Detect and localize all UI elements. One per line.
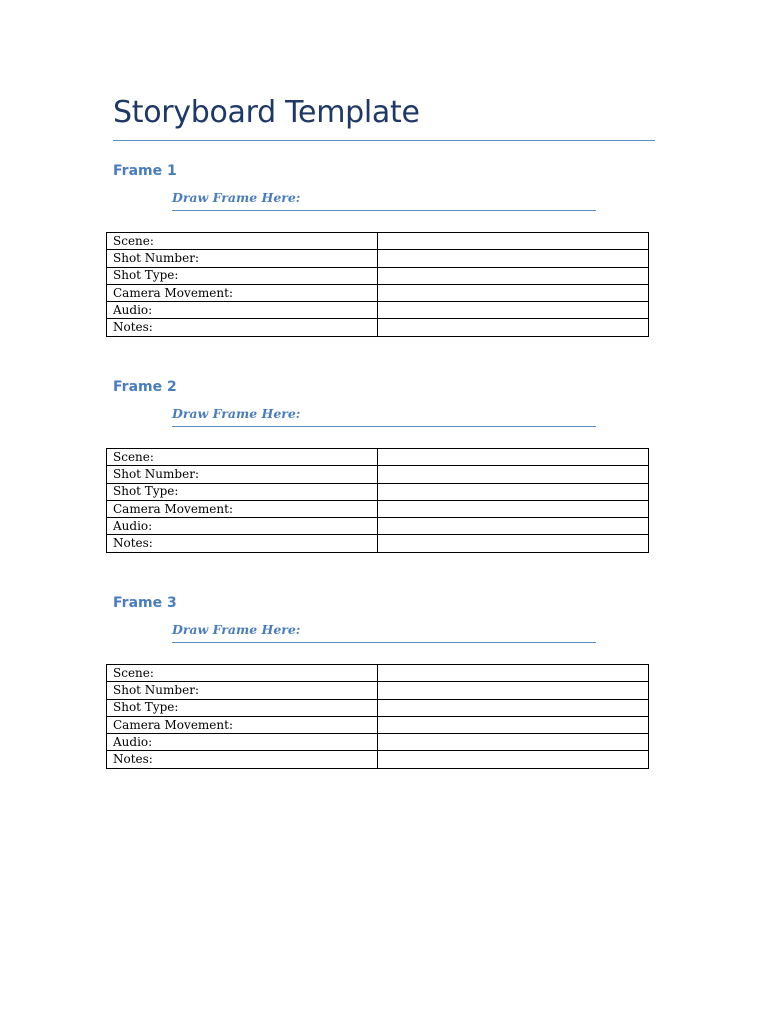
row-label-shot-type: Shot Type:: [107, 267, 378, 284]
row-label-scene: Scene:: [107, 449, 378, 466]
row-label-shot-type: Shot Type:: [107, 483, 378, 500]
shot-details-table: [106, 664, 649, 769]
row-label-notes: Notes:: [107, 535, 378, 552]
table-row: [107, 500, 649, 517]
row-label-notes: Notes:: [107, 751, 378, 768]
frame-heading: Frame 1: [113, 163, 177, 179]
shot-details-table: [106, 448, 649, 553]
draw-frame-label: Draw Frame Here:: [172, 406, 596, 427]
table-row: [107, 233, 649, 250]
row-label-shot-number: Shot Number:: [107, 682, 378, 699]
row-value-notes[interactable]: [378, 751, 649, 768]
row-value-camera-movement[interactable]: [378, 284, 649, 301]
row-value-audio[interactable]: [378, 302, 649, 319]
table-row: [107, 267, 649, 284]
row-label-audio: Audio:: [107, 734, 378, 751]
row-value-shot-number[interactable]: [378, 250, 649, 267]
row-value-scene[interactable]: [378, 449, 649, 466]
row-label-shot-type: Shot Type:: [107, 699, 378, 716]
row-value-audio[interactable]: [378, 734, 649, 751]
row-value-shot-number[interactable]: [378, 466, 649, 483]
row-value-shot-type[interactable]: [378, 483, 649, 500]
row-value-notes[interactable]: [378, 535, 649, 552]
table-row: [107, 466, 649, 483]
table-row: [107, 302, 649, 319]
row-value-shot-number[interactable]: [378, 682, 649, 699]
table-row: [107, 734, 649, 751]
table-row: [107, 751, 649, 768]
row-value-camera-movement[interactable]: [378, 500, 649, 517]
table-row: [107, 284, 649, 301]
row-value-audio[interactable]: [378, 518, 649, 535]
row-value-scene[interactable]: [378, 233, 649, 250]
table-row: [107, 682, 649, 699]
table-row: [107, 665, 649, 682]
page-title: Storyboard Template: [113, 94, 655, 141]
row-value-notes[interactable]: [378, 319, 649, 336]
row-label-camera-movement: Camera Movement:: [107, 716, 378, 733]
table-row: [107, 716, 649, 733]
frame-heading: Frame 2: [113, 379, 177, 395]
table-row: [107, 250, 649, 267]
draw-frame-label: Draw Frame Here:: [172, 622, 596, 643]
row-label-camera-movement: Camera Movement:: [107, 500, 378, 517]
row-label-shot-number: Shot Number:: [107, 466, 378, 483]
row-label-audio: Audio:: [107, 518, 378, 535]
draw-frame-label: Draw Frame Here:: [172, 190, 596, 211]
row-value-shot-type[interactable]: [378, 699, 649, 716]
table-row: [107, 449, 649, 466]
table-row: [107, 518, 649, 535]
table-row: [107, 535, 649, 552]
table-row: [107, 319, 649, 336]
row-value-scene[interactable]: [378, 665, 649, 682]
frame-heading: Frame 3: [113, 595, 177, 611]
table-row: [107, 483, 649, 500]
row-value-shot-type[interactable]: [378, 267, 649, 284]
row-label-audio: Audio:: [107, 302, 378, 319]
row-value-camera-movement[interactable]: [378, 716, 649, 733]
row-label-camera-movement: Camera Movement:: [107, 284, 378, 301]
shot-details-table: [106, 232, 649, 337]
row-label-scene: Scene:: [107, 665, 378, 682]
row-label-notes: Notes:: [107, 319, 378, 336]
table-row: [107, 699, 649, 716]
row-label-shot-number: Shot Number:: [107, 250, 378, 267]
row-label-scene: Scene:: [107, 233, 378, 250]
